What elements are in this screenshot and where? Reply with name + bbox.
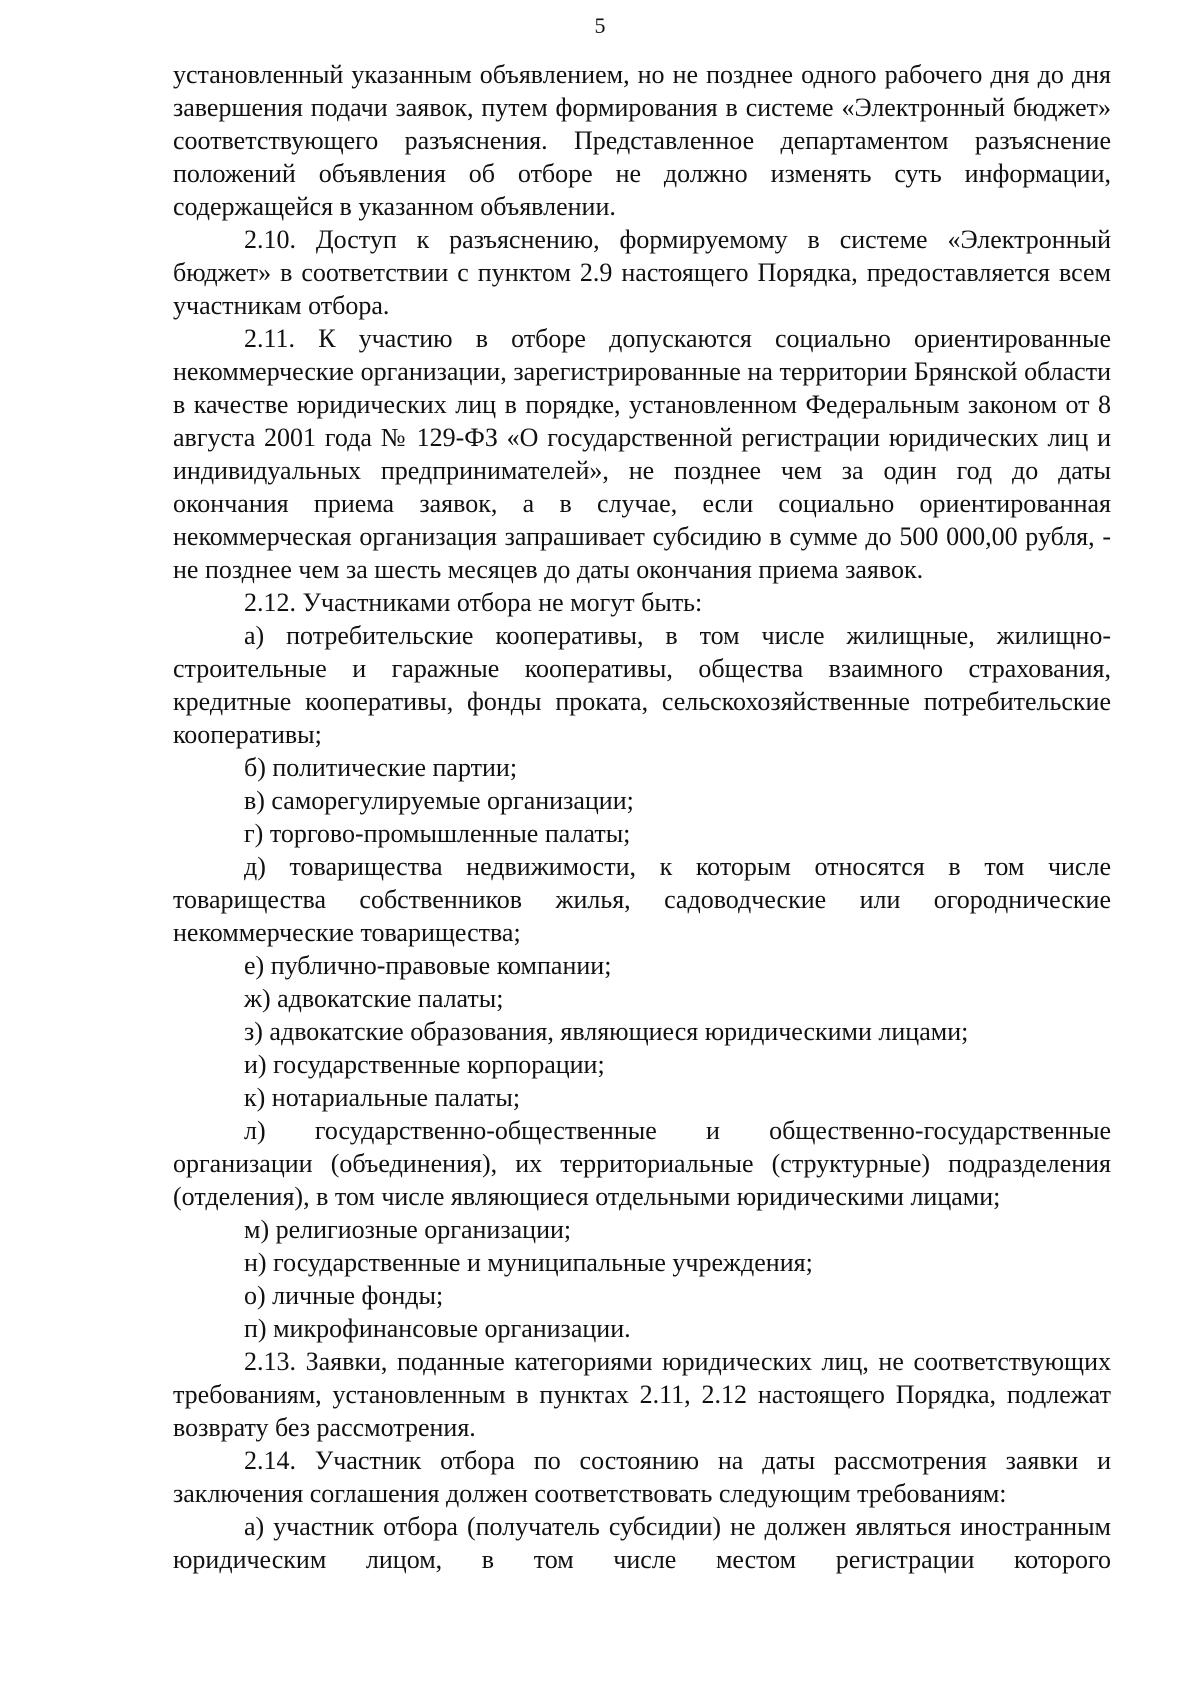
- paragraph: а) участник отбора (получатель субсидии) не должен являться иностранным юридическим лицом, в том числе местом регистрации которого: [173, 1512, 1111, 1574]
- paragraph: м) религиозные организации;: [244, 1215, 572, 1244]
- paragraph: и) государственные корпорации;: [244, 1050, 605, 1079]
- paragraph: установленный указанным объявлением, но не позднее одного рабочего дня до дня завершения подачи заявок, путем формирования в системе «Электронный бюджет» соответствующего разъяснения. Представленное департаментом разъяснение положений объявления об отборе не должно изменять суть информации, содержащейся в указанном объявлении.: [173, 60, 1111, 221]
- paragraph: а) потребительские кооперативы, в том числе жилищные, жилищно-строительные и гаражные кооперативы, общества взаимного страхования, кредитные кооперативы, фонды проката, сельскохозяйственные потребительские кооперативы;: [173, 621, 1111, 749]
- paragraph: 2.11. К участию в отборе допускаются социально ориентированные некоммерческие организации, зарегистрированные на территории Брянской области в качестве юридических лиц в порядке, установленном Федеральным законом от 8 августа 2001 года № 129-ФЗ «О государственной регистрации юридических лиц и индивидуальных предпринимателей», не позднее чем за один год до даты окончания приема заявок, а в случае, если социально ориентированная некоммерческая организация запрашивает субсидию в сумме до 500 000,00 рубля, - не позднее чем за шесть месяцев до даты окончания приема заявок.: [173, 324, 1111, 584]
- paragraph: 2.13. Заявки, поданные категориями юридических лиц, не соответствующих требованиям, установленным в пунктах 2.11, 2.12 настоящего Порядка, подлежат возврату без рассмотрения.: [173, 1347, 1111, 1442]
- paragraph: е) публично-правовые компании;: [244, 951, 612, 980]
- paragraph: к) нотариальные палаты;: [244, 1083, 521, 1112]
- paragraph: 2.12. Участниками отбора не могут быть:: [244, 588, 703, 617]
- paragraph: д) товарищества недвижимости, к которым относятся в том числе товарищества собственников жилья, садоводческие или огороднические некоммерческие товарищества;: [173, 852, 1111, 947]
- document-body: [173, 58, 1111, 1576]
- paragraph: л) государственно-общественные и общественно-государственные организации (объединения), их территориальные (структурные) подразделения (отделения), в том числе являющиеся отдельными юридическими лицами;: [173, 1116, 1111, 1211]
- paragraph: з) адвокатские образования, являющиеся юридическими лицами;: [244, 1017, 969, 1046]
- paragraph: 2.14. Участник отбора по состоянию на даты рассмотрения заявки и заключения соглашения должен соответствовать следующим требованиям:: [173, 1446, 1111, 1508]
- paragraph: г) торгово-промышленные палаты;: [244, 819, 631, 848]
- paragraph: п) микрофинансовые организации.: [244, 1314, 631, 1343]
- paragraph: 2.10. Доступ к разъяснению, формируемому в системе «Электронный бюджет» в соответствии с пунктом 2.9 настоящего Порядка, предоставляется всем участникам отбора.: [173, 225, 1111, 320]
- paragraph: н) государственные и муниципальные учреждения;: [244, 1248, 813, 1277]
- paragraph: ж) адвокатские палаты;: [244, 984, 504, 1013]
- paragraph: о) личные фонды;: [244, 1281, 444, 1310]
- paragraph: б) политические партии;: [244, 753, 518, 782]
- paragraph: в) саморегулируемые организации;: [244, 786, 634, 815]
- page-number: 5: [594, 13, 606, 38]
